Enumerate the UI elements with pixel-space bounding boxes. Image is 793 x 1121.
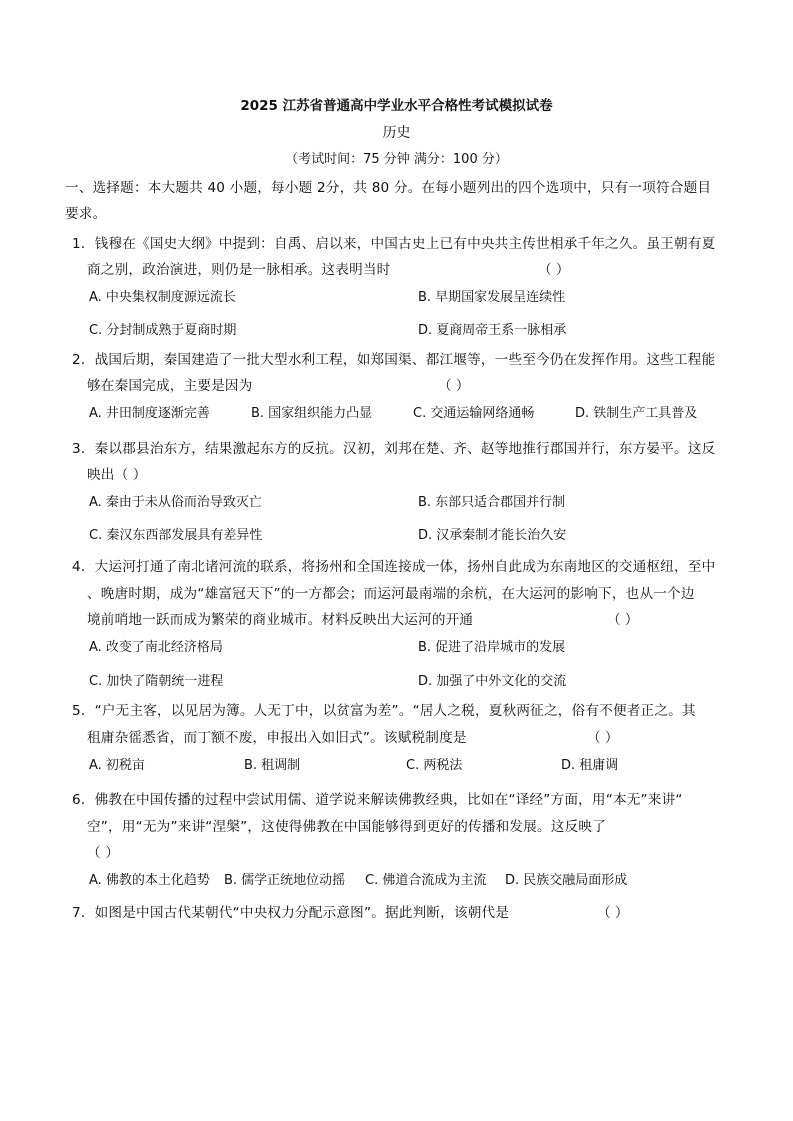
question-2-option-c: C. 交通运输网络通畅 <box>413 406 535 421</box>
question-1-line1: 1．钱穆在《国史大纲》中提到：自禹、启以来，中国古史上已有中央共主传世相承千年之久。虽王朝有夏 <box>72 236 716 252</box>
question-5-option-c: C. 两税法 <box>406 758 463 773</box>
question-6-option-c: C. 佛道合流成为主流 <box>365 873 487 888</box>
question-5-bracket: （ ） <box>587 730 619 746</box>
question-4-line1: 4．大运河打通了南北诸河流的联系，将扬州和全国连接成一体，扬州自此成为东南地区的交通枢纽，至中 <box>72 559 716 575</box>
question-1-line2: 商之别，政治演进，则仍是一脉相承。这表明当时 <box>87 262 391 278</box>
section-intro-line1: 一、选择题：本大题共 40 小题，每小题 2分，共 80 分。在每小题列出的四个选项中，只有一项符合题目 <box>65 180 712 196</box>
question-1-option-d: D. 夏商周帝王系一脉相承 <box>418 323 567 338</box>
question-4-option-a: A. 改变了南北经济格局 <box>89 640 223 655</box>
question-4-option-b: B. 促进了沿岸城市的发展 <box>418 640 566 655</box>
question-2-line1: 2．战国后期，秦国建造了一批大型水利工程，如郑国渠、都江堰等，一些至今仍在发挥作用。这些工程能 <box>72 352 716 368</box>
question-3-option-b: B. 东部只适合郡国并行制 <box>418 495 566 510</box>
question-4-bracket: （ ） <box>607 612 639 628</box>
question-6-option-d: D. 民族交融局面形成 <box>505 873 628 888</box>
question-7-line1: 7．如图是中国古代某朝代“中央权力分配示意图”。据此判断，该朝代是 <box>72 905 510 921</box>
question-5-line2: 租庸杂徭悉省，而丁额不废，申报出入如旧式”。该赋税制度是 <box>87 730 467 746</box>
question-5-option-a: A. 初税亩 <box>89 758 145 773</box>
question-2-option-b: B. 国家组织能力凸显 <box>251 406 373 421</box>
question-6-line1: 6．佛教在中国传播的过程中尝试用儒、道学说来解读佛教经典，比如在“译经”方面，用“本无”来讲“ <box>72 792 683 808</box>
question-6-line2: 空”，用“无为”来讲“涅槃”，这使得佛教在中国能够得到更好的传播和发展。这反映了 <box>87 819 606 835</box>
question-2-line2: 够在秦国完成，主要是因为 <box>87 378 253 394</box>
question-2-option-d: D. 铁制生产工具普及 <box>575 406 698 421</box>
section-intro-line2: 要求。 <box>65 206 107 222</box>
question-3-option-c: C. 秦汉东西部发展具有差异性 <box>89 528 263 543</box>
exam-title: 2025 江苏省普通高中学业水平合格性考试模拟试卷 <box>240 98 553 114</box>
question-5-line1: 5．“户无主客，以见居为簿。人无丁中，以贫富为差”。“居人之税，夏秋两征之，俗有不便者正之。其 <box>72 703 696 719</box>
question-5-option-b: B. 租调制 <box>244 758 301 773</box>
question-6-option-a: A. 佛教的本土化趋势 <box>89 873 210 888</box>
question-7-bracket: （ ） <box>597 905 629 921</box>
question-2-option-a: A. 井田制度逐渐完善 <box>89 406 210 421</box>
question-3-option-d: D. 汉承秦制才能长治久安 <box>418 528 567 543</box>
question-4-option-d: D. 加强了中外文化的交流 <box>418 674 567 689</box>
question-6-line3: （ ） <box>87 845 120 861</box>
question-4-option-c: C. 加快了隋朝统一进程 <box>89 674 224 689</box>
question-6-option-b: B. 儒学正统地位动摇 <box>224 873 346 888</box>
exam-subject: 历史 <box>382 125 411 141</box>
question-1-option-c: C. 分封制成熟于夏商时期 <box>89 323 237 338</box>
question-3-option-a: A. 秦由于未从俗而治导致灭亡 <box>89 495 262 510</box>
question-1-option-a: A. 中央集权制度源远流长 <box>89 290 236 305</box>
question-4-line3: 境前哨地一跃而成为繁荣的商业城市。材料反映出大运河的开通 <box>87 612 474 628</box>
question-2-bracket: （ ） <box>438 378 470 394</box>
question-1-option-b: B. 早期国家发展呈连续性 <box>418 290 566 305</box>
question-5-option-d: D. 租庸调 <box>561 758 619 773</box>
question-1-bracket: （ ） <box>538 262 570 278</box>
question-4-line2: 、晚唐时期，成为“雄富冠天下”的一方都会；而运河最南端的余杭，在大运河的影响下，也从一个边 <box>87 586 695 602</box>
exam-info: （考试时间：75 分钟 满分：100 分） <box>285 152 508 167</box>
question-3-line2: 映出（ ） <box>87 467 147 483</box>
question-3-line1: 3．秦以郡县治东方，结果激起东方的反抗。汉初，刘邦在楚、齐、赵等地推行郡国并行，东方晏平。这反 <box>72 441 716 457</box>
